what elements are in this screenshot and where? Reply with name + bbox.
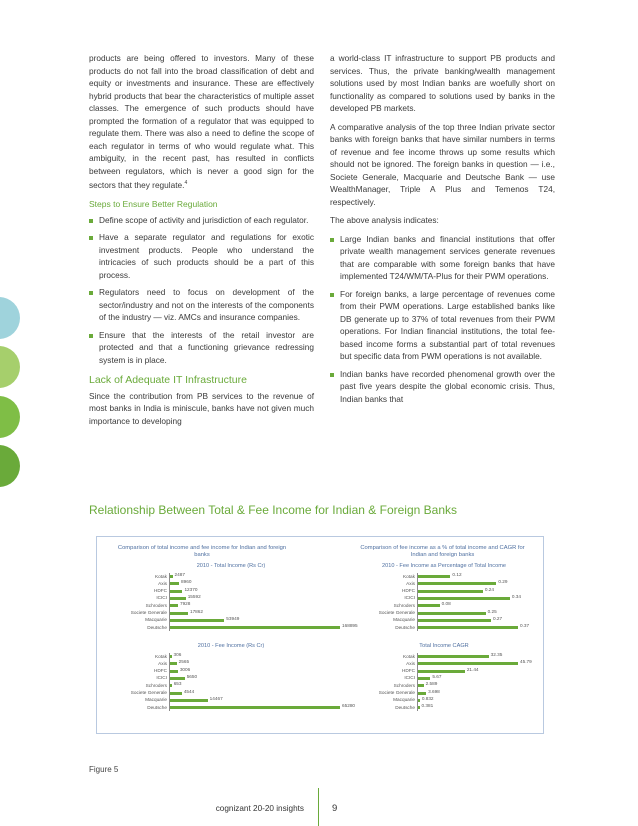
left-panel-title: Comparison of total income and fee income for Indian and foreign banks [117, 545, 287, 558]
right-panel-title: Comparison of fee income as a % of total income and CAGR for Indian and foreign banks [360, 545, 525, 558]
left-text-column [89, 52, 314, 433]
category-label: Deutsche [147, 624, 167, 630]
value-label: 0.12 [452, 572, 462, 577]
left-paragraph-1: products are being offered to investors. Many of these products do not fall into the broad classification of debt and equity or investments and insurance. These are effectively hybrid products that bear the characteristics of multiple asset classes. The emergence of such products should have prompted the formation of a regulator that was equipped to regulate them. There was also a need to define the scope of each regulator in terms of who would regulate what. This ambiguity, in the recent past, has resulted in conflicts between regulators, which is never a good sign for the sectors that they regulate.$^4$ [89, 53, 314, 190]
data-bar [418, 655, 489, 658]
data-bar [418, 619, 491, 622]
steps-heading: Steps to Ensure Better Regulation [89, 199, 218, 210]
chart-title: 2010 - Fee Income as Percentage of Total Income [382, 563, 506, 569]
value-label: 0.29 [498, 579, 508, 585]
page-number: 9 [332, 803, 338, 814]
value-label: 14467 [209, 695, 223, 701]
value-label: 7928 [179, 601, 191, 607]
value-label: 4544 [183, 688, 195, 694]
value-label: 32.35 [490, 652, 503, 657]
data-bar [170, 662, 177, 665]
category-label: Societe Generale [378, 610, 415, 615]
value-label: 306 [173, 652, 182, 657]
category-label: Kotak [403, 653, 415, 659]
decorative-circle-2 [0, 346, 20, 388]
data-bar [418, 626, 518, 629]
category-label: Axis [406, 660, 415, 666]
chart-title: Total Income CAGR [419, 643, 469, 649]
category-label: Kotak [155, 573, 167, 579]
data-bar [418, 597, 510, 600]
right-paragraph-3: The above analysis indicates: [330, 215, 439, 225]
data-bar [418, 706, 420, 709]
list-item: Indian banks have recorded phenomenal growth over the past five years despite the global economic crisis. Thus, Indian banks that [330, 368, 555, 406]
data-bar [170, 597, 186, 600]
data-bar [418, 604, 440, 607]
data-bar [170, 684, 172, 687]
data-bar [170, 655, 172, 658]
value-label: 0.34 [511, 593, 522, 599]
category-label: HDFC [153, 588, 167, 594]
value-label: 5650 [186, 673, 198, 679]
value-label: 0.08 [441, 601, 451, 607]
right-paragraph-2: A comparative analysis of the top three Indian private sector banks with foreign banks that have similar numbers in terms of revenue and fee income throws up some results which should not be ignored. The foreign banks in question — i.e., Societe Generale, Macquarie and Deutsche Bank — use WealthManager, Triple A Plus and Temenos T24, respectively. [330, 121, 555, 207]
footer-divider [318, 788, 319, 826]
category-label: Kotak [403, 573, 415, 579]
it-infrastructure-heading: Lack of Adequate IT Infrastructure [89, 374, 247, 387]
total-income-chart [97, 563, 365, 635]
value-label: 45.79 [520, 659, 532, 665]
fee-income-chart [97, 643, 365, 715]
category-label: HDFC [401, 588, 415, 594]
value-label: 2.589 [425, 681, 438, 687]
right-text-column [330, 52, 555, 410]
left-paragraph-2: Since the contribution from PB services to the revenue of most banks in India is miniscule, banks have not given much importance to developing [89, 390, 314, 426]
data-bar [170, 706, 340, 709]
data-bar [418, 582, 496, 585]
category-label: Axis [406, 580, 415, 586]
data-bar [418, 662, 518, 665]
value-label: 12370 [184, 586, 198, 592]
figure-box [96, 536, 544, 734]
category-label: ICICI [404, 675, 415, 681]
category-label: Deutsche [147, 704, 167, 710]
data-bar [170, 670, 178, 673]
value-label: 5.67 [432, 673, 442, 679]
data-bar [418, 575, 450, 578]
category-label: Societe Generale [130, 610, 167, 615]
value-label: 53949 [226, 615, 240, 621]
category-label: Macquarie [145, 697, 167, 703]
data-bar [418, 612, 486, 615]
value-label: 3.698 [428, 688, 440, 694]
decorative-circle-3 [0, 396, 20, 438]
value-label: 0.27 [492, 615, 503, 621]
value-label: 2487 [174, 572, 185, 577]
fee-income-percentage-chart [345, 563, 543, 635]
figure-caption: Figure 5 [89, 765, 119, 774]
chart-title: 2010 - Fee Income (Rs Cr) [197, 643, 265, 649]
category-label: Macquarie [393, 617, 415, 623]
value-label: 0.24 [484, 586, 494, 592]
category-label: HDFC [401, 668, 415, 674]
category-label: Deutsche [395, 624, 415, 630]
category-label: Schroders [393, 602, 415, 608]
data-bar [170, 604, 178, 607]
category-label: Axis [158, 580, 167, 586]
data-bar [170, 582, 179, 585]
category-label: Deutsche [395, 704, 415, 710]
value-label: 2565 [178, 659, 190, 665]
category-label: Axis [158, 660, 167, 666]
category-label: ICICI [156, 595, 167, 601]
decorative-circle-4 [0, 445, 20, 487]
category-label: Schroders [145, 682, 167, 688]
data-bar [418, 684, 424, 687]
list-item: Have a separate regulator and regulations for exotic investment products. People who understand the intricacies of such products should be a part of this process. [89, 231, 314, 281]
data-bar [170, 590, 182, 593]
category-label: Schroders [393, 682, 415, 688]
value-label: 65280 [342, 703, 356, 709]
value-label: 15592 [187, 593, 201, 599]
total-income-cagr-chart [345, 643, 543, 715]
data-bar [170, 612, 188, 615]
decorative-circle-1 [0, 297, 20, 339]
value-label: 0.381 [421, 703, 434, 709]
list-item: For foreign banks, a large percentage of revenues come from their PWM operations. Large established banks like DB generate up to 37% of total revenues from their PWM operations. For Indian financial institutions, the total fee-based income forms a substantial part of total revenues but specific data from PWM operations is not available. [330, 288, 555, 363]
data-bar [418, 692, 426, 695]
value-label: 0.25 [487, 608, 497, 614]
right-paragraph-1: a world-class IT infrastructure to support PB products and services. Thus, the private banking/wealth management solutions used by most Indian banks are woefully short on functionality as compared to solutions used by banks in the developed PB markets. [330, 53, 555, 113]
value-label: 17862 [189, 608, 204, 614]
value-label: 653 [173, 681, 182, 687]
list-item: Regulators need to focus on development of the sector/industry and not on the interests of the components of the industry — viz. AMCs and insurance companies. [89, 286, 314, 324]
category-label: Macquarie [145, 617, 167, 623]
data-bar [418, 670, 465, 673]
value-label: 0.37 [520, 623, 530, 629]
footnote-marker: 4 [184, 180, 188, 186]
footer-text: cognizant 20-20 insights [215, 804, 304, 813]
value-label: 0.832 [421, 695, 434, 701]
category-label: HDFC [153, 668, 167, 674]
value-label: 168895 [342, 623, 358, 629]
chart-title: 2010 - Total Income (Rs Cr) [196, 563, 266, 569]
data-bar [418, 677, 430, 680]
value-label: 3006 [179, 666, 191, 672]
analysis-list [330, 233, 555, 406]
list-item: Large Indian banks and financial institutions that offer private wealth management services generate revenues that are comparable with some foreign banks that have implemented T24/WM/TA-Plus for their PWM operations. [330, 233, 555, 283]
data-bar [170, 692, 182, 695]
category-label: Macquarie [393, 697, 415, 703]
data-bar [418, 699, 420, 702]
category-label: Societe Generale [130, 690, 167, 695]
category-label: Societe Generale [378, 690, 415, 695]
category-label: ICICI [156, 675, 167, 681]
list-item: Define scope of activity and jurisdiction of each regulator. [89, 214, 314, 227]
category-label: Kotak [155, 653, 167, 659]
data-bar [170, 619, 224, 622]
data-bar [170, 699, 208, 702]
data-bar [170, 677, 185, 680]
data-bar [170, 626, 340, 629]
steps-list [89, 214, 314, 367]
list-item: Ensure that the interests of the retail investor are protected and that a functioning grievance redressing system is in place. [89, 329, 314, 367]
category-label: Schroders [145, 602, 167, 608]
data-bar [418, 590, 483, 593]
data-bar [170, 575, 173, 578]
figure-section-title: Relationship Between Total & Fee Income for Indian & Foreign Banks [89, 503, 457, 517]
value-label: 8960 [181, 579, 192, 585]
value-label: 21.44 [466, 666, 479, 672]
category-label: ICICI [404, 595, 415, 601]
